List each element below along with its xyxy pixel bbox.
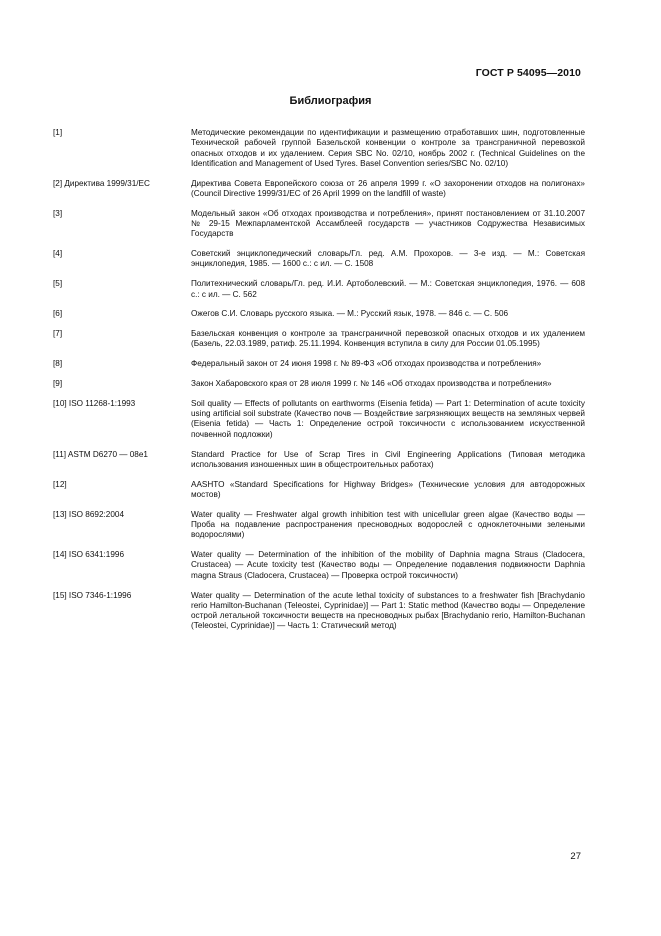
entry-reference: [4]: [53, 249, 63, 259]
entry-text: Water quality — Determination of the acute lethal toxicity of substances to a freshwater fish [Brachydanio rerio Hamilton-Buchanan (Teleostei, Cyprinidae)] — Part 1: Static method (Качество воды — Определение острой летальной токсичности веществ на пресноводных рыбах [Brachydanio rerio, Hamilton-Buchanan (Teleostei, Cyprinidae)] — Часть 1: Статический метод): [191, 590, 585, 631]
bibliography-entry: [53, 209, 585, 240]
bibliography-entry: [53, 399, 585, 440]
entry-text: Советский энциклопедический словарь/Гл. ред. А.М. Прохоров. — 3-е изд. — М.: Советская энциклопедия, 1985. — 1600 с.: с ил. — С. 1508: [191, 249, 585, 269]
bibliography-entry: [53, 359, 585, 369]
entry-text: Методические рекомендации по идентификации и размещению отработавших шин, подготовленные Технической рабочей группой Базельской конвенции о контроле за трансграничной перевозкой опасных отходов и их удалением. Серия SBC No. 02/10, ноябрь 2002 г. (Technical Guidelines on the Identification and Management of Used Tyres. Basel Convention series/SBC No. 02/10): [191, 128, 585, 168]
entry-reference: [2] Директива 1999/31/ЕС: [53, 178, 150, 188]
bibliography-entry: [53, 329, 585, 350]
bibliography-entry: [53, 249, 585, 270]
entry-text: Директива Совета Европейского союза от 26 апреля 1999 г. «О захоронении отходов на полигонах» (Council Directive 1999/31/EC of 26 April 1999 on the landfill of waste): [191, 178, 585, 198]
entry-reference: [14] ISO 6341:1996: [53, 550, 125, 560]
bibliography-entry: [53, 591, 585, 632]
bibliography-entry: [53, 550, 585, 581]
bibliography-entry: [53, 179, 585, 200]
bibliography-list: [53, 128, 585, 641]
page-number: 27: [570, 851, 581, 862]
entry-text: Ожегов С.И. Словарь русского языка. — М.: Русский язык, 1978. — 846 с. — С. 506: [191, 309, 509, 319]
entry-text: Water quality — Determination of the inhibition of the mobility of Daphnia magna Straus (Cladocera, Crustacea) — Acute toxicity test (Качество воды — Определение подавления подвижности Daphnia magna Straus (Cladocera, Crustacea) — Проверка острой токсичности): [191, 550, 585, 580]
entry-reference: [6]: [53, 309, 63, 319]
document-header: ГОСТ Р 54095—2010: [475, 67, 581, 79]
entry-text: Закон Хабаровского края от 28 июля 1999 г. № 146 «Об отходах производства и потребления»: [191, 379, 552, 389]
entry-reference: [3]: [53, 208, 63, 218]
entry-reference: [13] ISO 8692:2004: [53, 509, 125, 519]
entry-text: Standard Practice for Use of Scrap Tires in Civil Engineering Applications (Типовая методика использования изношенных шин в общестроительных работах): [191, 449, 585, 469]
entry-reference: [5]: [53, 279, 63, 289]
entry-reference: [15] ISO 7346-1:1996: [53, 590, 132, 600]
bibliography-entry: [53, 128, 585, 169]
entry-text: Water quality — Freshwater algal growth inhibition test with unicellular green algae (Качество воды — Проба на подавление распространения пресноводных водорослей с одноклеточными зелеными водорослями): [191, 509, 585, 540]
entry-text: Модельный закон «Об отходах производства и потребления», принят постановлением от 31.10.2007 № 29-15 Межпарламентской Ассамблеей государств — участников Содружества Независимых Государств: [191, 208, 585, 239]
entry-reference: [7]: [53, 329, 63, 339]
entry-text: Soil quality — Effects of pollutants on earthworms (Eisenia fetida) — Part 1: Determination of acute toxicity using artificial soil substrate (Качество почв — Воздействие загрязняющих веществ на земляных червей (Eisenia fetida) — Часть 1: Определение острой токсичности с использованием искусственной почвенной подложки): [191, 398, 585, 439]
entry-reference: [9]: [53, 379, 63, 389]
entry-reference: [10] ISO 11268-1:1993: [53, 398, 136, 408]
bibliography-entry: [53, 309, 585, 319]
entry-reference: [12]: [53, 479, 67, 489]
entry-reference: [8]: [53, 359, 63, 369]
entry-reference: [1]: [53, 128, 63, 137]
entry-text: Базельская конвенция о контроле за трансграничной перевозкой опасных отходов и их удалением (Базель, 22.03.1989, ратиф. 25.11.1994. Конвенция вступила в силу для России 01.05.1995): [191, 329, 585, 349]
bibliography-entry: [53, 379, 585, 389]
entry-text: AASHTO «Standard Specifications for Highway Bridges» (Технические условия для автодорожных мостов): [191, 479, 585, 499]
entry-text: Федеральный закон от 24 июня 1998 г. № 89-ФЗ «Об отходах производства и потребления»: [191, 359, 542, 369]
bibliography-entry: [53, 480, 585, 501]
bibliography-title: Библиография: [289, 95, 372, 107]
entry-text: Политехнический словарь/Гл. ред. И.И. Артоболевский. — М.: Советская энциклопедия, 1976. — 608 с.: с ил. — С. 562: [191, 279, 585, 299]
bibliography-entry: [53, 279, 585, 300]
entry-reference: [11] ASTM D6270 — 08e1: [53, 449, 148, 459]
bibliography-entry: [53, 510, 585, 541]
bibliography-entry: [53, 450, 585, 471]
